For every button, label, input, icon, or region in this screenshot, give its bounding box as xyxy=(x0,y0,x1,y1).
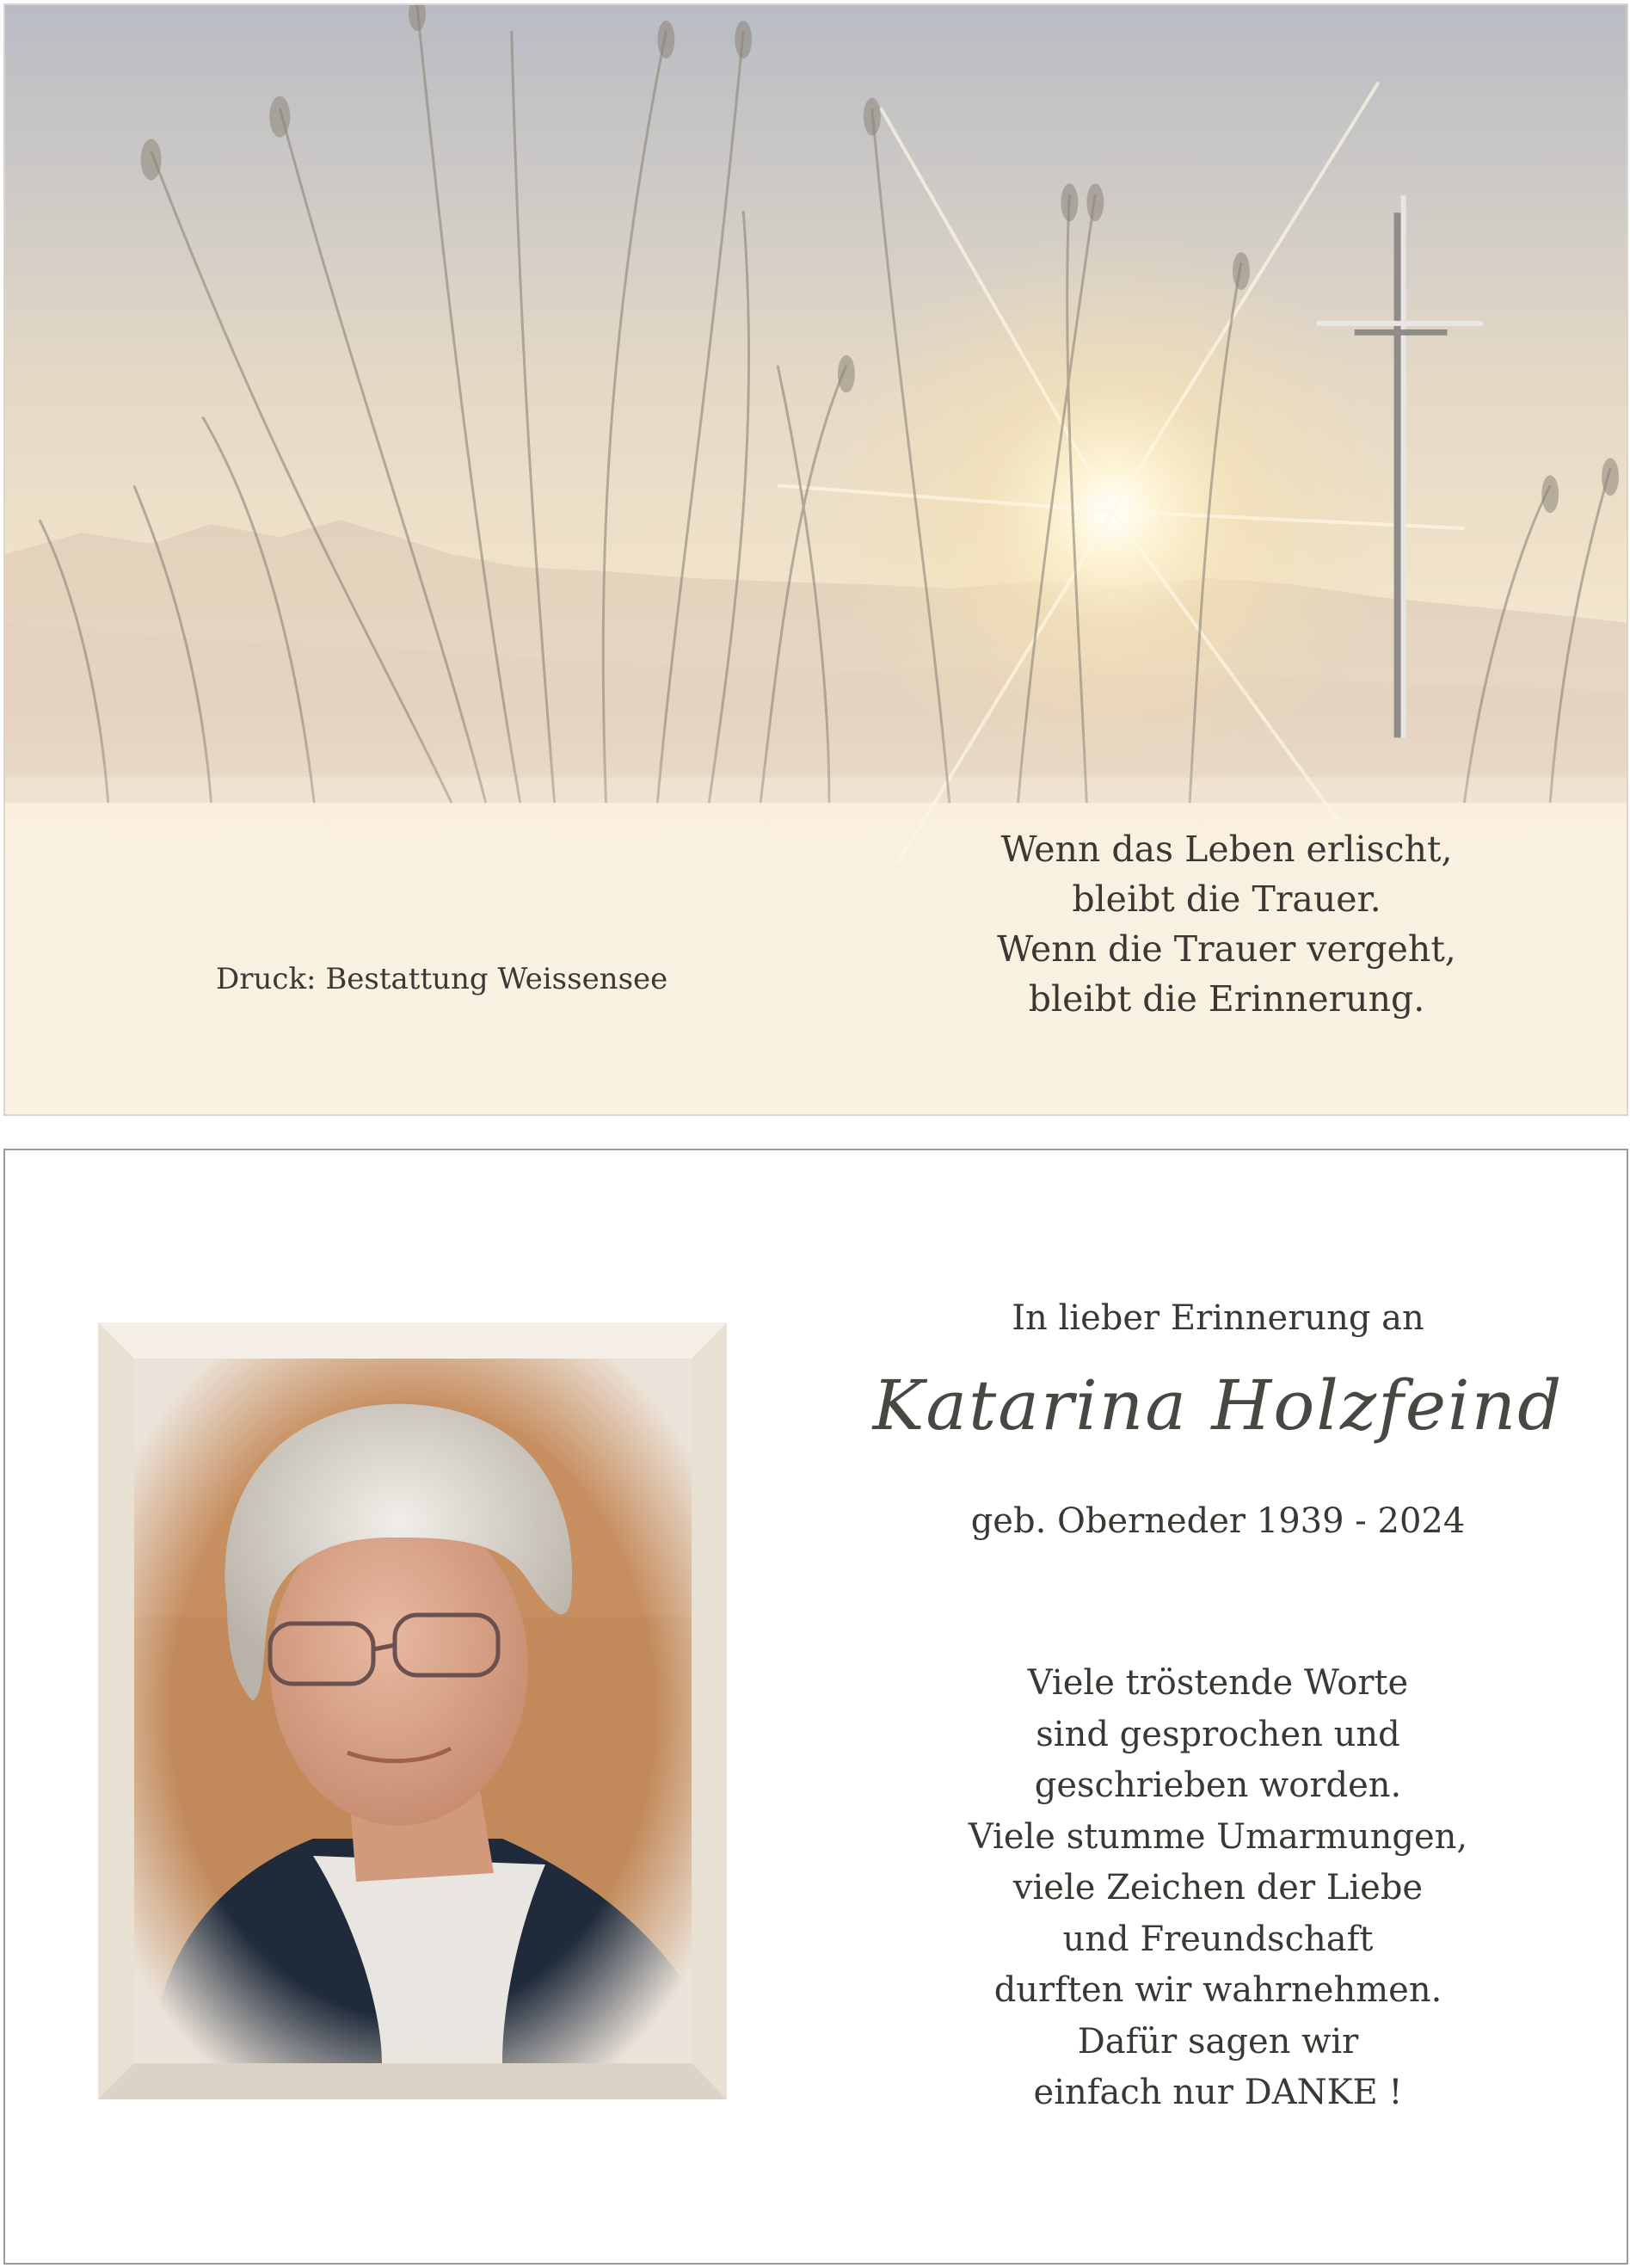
thanks-line: einfach nur DANKE ! xyxy=(1033,2073,1403,2112)
printer-credit: Druck: Bestattung Weissensee xyxy=(216,962,668,996)
thanks-line: Viele tröstende Worte xyxy=(1027,1663,1409,1703)
thanks-line: Dafür sagen wir xyxy=(1077,2021,1359,2062)
birth-and-years: geb. Oberneder 1939 - 2024 xyxy=(970,1501,1466,1541)
quote-line: bleibt die Trauer. xyxy=(1072,878,1381,920)
portrait-photo xyxy=(98,1322,727,2099)
quote-line: bleibt die Erinnerung. xyxy=(1028,978,1425,1020)
thanks-line: und Freundschaft xyxy=(1062,1919,1374,1959)
back-card xyxy=(3,1149,1628,2265)
thanks-text xyxy=(865,1658,1571,2119)
thanks-line: durften wir wahrnehmen. xyxy=(993,1970,1442,2010)
intro-text: In lieber Erinnerung an xyxy=(1012,1298,1424,1338)
quote-line: Wenn das Leben erlischt, xyxy=(1000,829,1453,870)
deceased-name: Katarina Holzfeind xyxy=(872,1365,1564,1445)
thanks-line: Viele stumme Umarmungen, xyxy=(968,1816,1468,1857)
thanks-line: sind gesprochen und xyxy=(1036,1714,1400,1754)
front-card xyxy=(3,3,1628,1116)
thanks-line: viele Zeichen der Liebe xyxy=(1012,1868,1424,1907)
thanks-line: geschrieben worden. xyxy=(1034,1766,1402,1805)
memorial-quote xyxy=(943,824,1510,1024)
quote-line: Wenn die Trauer vergeht, xyxy=(997,928,1456,970)
